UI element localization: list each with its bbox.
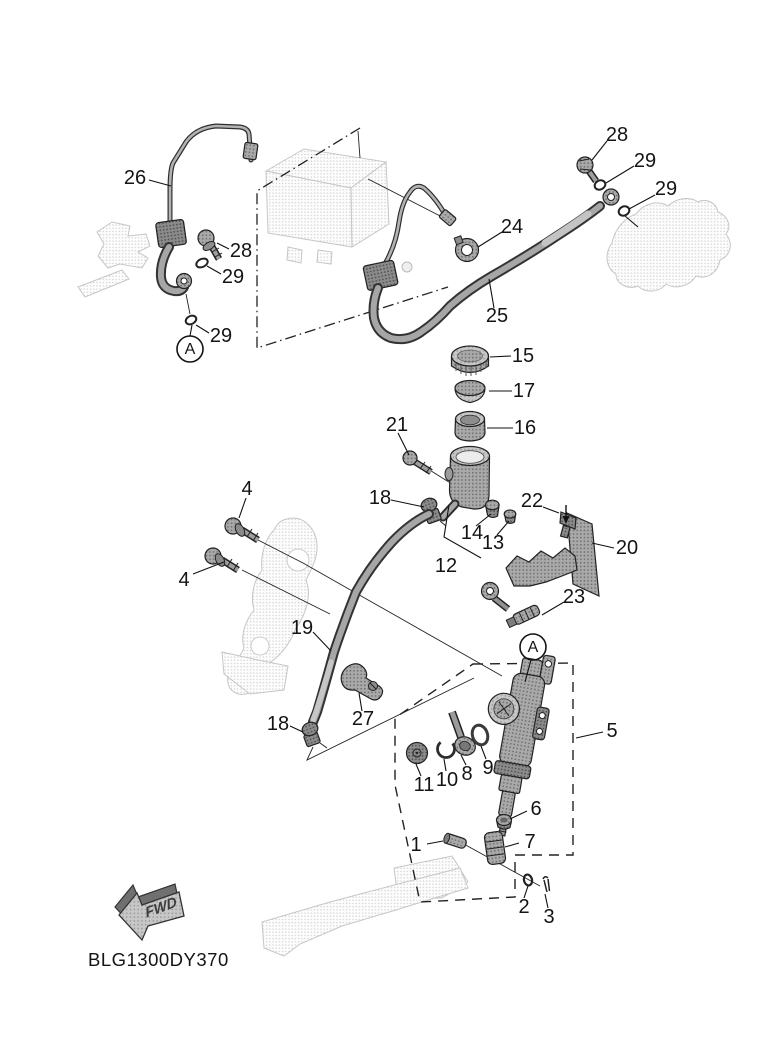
callout-29-3: 29 [209,325,233,347]
grommet-18-lower [300,720,327,748]
reservoir-cap-15 [452,346,489,376]
callout-13-15: 13 [481,532,505,554]
callout-29-6: 29 [654,178,678,200]
callout-29-5: 29 [633,150,657,172]
rod-23 [505,604,540,628]
cap-disc-11 [407,743,428,764]
fwd-arrow [115,884,184,940]
callout-10-27: 10 [435,769,459,791]
callout-16-11: 16 [513,417,537,439]
callout-29-2: 29 [221,266,245,288]
pipe-26-flare-nut [243,142,258,160]
clevis-7 [484,831,506,865]
bolt-21 [403,451,431,473]
reservoir-tank-12 [443,447,490,518]
callout-12-18: 12 [434,555,458,577]
callout-1-32: 1 [410,834,422,856]
ghost-rear-caliper [607,199,730,292]
callout-5-25: 5 [606,720,618,742]
callout-6-30: 6 [530,798,542,820]
callout-2-33: 2 [518,896,530,918]
ghost-footrest-bracket [262,856,468,956]
nut-13 [504,510,516,523]
callout-3-34: 3 [543,906,555,928]
callout-18-13: 18 [368,487,392,509]
washer-29-right-lower [617,205,631,218]
callout-18-23: 18 [266,713,290,735]
fwd-arrow-label: FWD [143,894,179,922]
callout-27-24: 27 [351,708,375,730]
piston-8 [452,712,478,758]
bushing-14 [486,500,500,517]
reservoir-diaphragm-17 [455,381,485,403]
locknut-6 [497,815,512,830]
callout-28-4: 28 [605,124,629,146]
callout-20-17: 20 [615,537,639,559]
hose-25-sleeve [545,214,588,243]
ghost-left-bracket [78,222,150,297]
callout-14-14: 14 [460,522,484,544]
callout-22-16: 22 [520,490,544,512]
ghost-abs-unit [266,149,389,264]
callout-8-28: 8 [461,763,473,785]
callout-19-22: 19 [290,617,314,639]
ghost-heel-guard [222,518,317,694]
callout-17-10: 17 [512,380,536,402]
callout-25-8: 25 [485,305,509,327]
clevis-pin-1 [443,833,468,850]
callout-28-1: 28 [229,240,253,262]
svg-text:A: A [527,639,539,656]
reservoir-cup-16 [455,412,485,442]
banjo-bolt-28-left [198,230,222,259]
hose-clamp-24 [454,236,478,262]
svg-text:A: A [184,341,196,358]
washer-29-left-lower [184,314,197,326]
callout-4-20: 4 [241,478,253,500]
view-marker-A-0 [177,336,203,362]
callout-7-31: 7 [524,831,536,853]
hose-clamp-27 [341,664,382,700]
drawing-code: BLG1300DY370 [88,949,229,970]
view-marker-A-1 [520,634,546,660]
callout-26-0: 26 [123,167,147,189]
washer-29-left-upper [195,257,209,269]
callout-23-19: 23 [562,586,586,608]
callout-9-29: 9 [482,757,494,779]
callout-11-26: 11 [413,774,435,796]
callout-21-12: 21 [385,414,409,436]
callout-15-9: 15 [511,345,535,367]
ghost-bolt [402,262,412,272]
cotter-pin-3 [543,877,550,892]
callout-4-21: 4 [178,569,190,591]
washer-2 [523,874,534,887]
snap-ring-10 [434,737,458,761]
banjo-bolt-28-right [577,157,596,181]
bolt-4-upper [225,518,258,541]
callout-24-7: 24 [500,216,524,238]
